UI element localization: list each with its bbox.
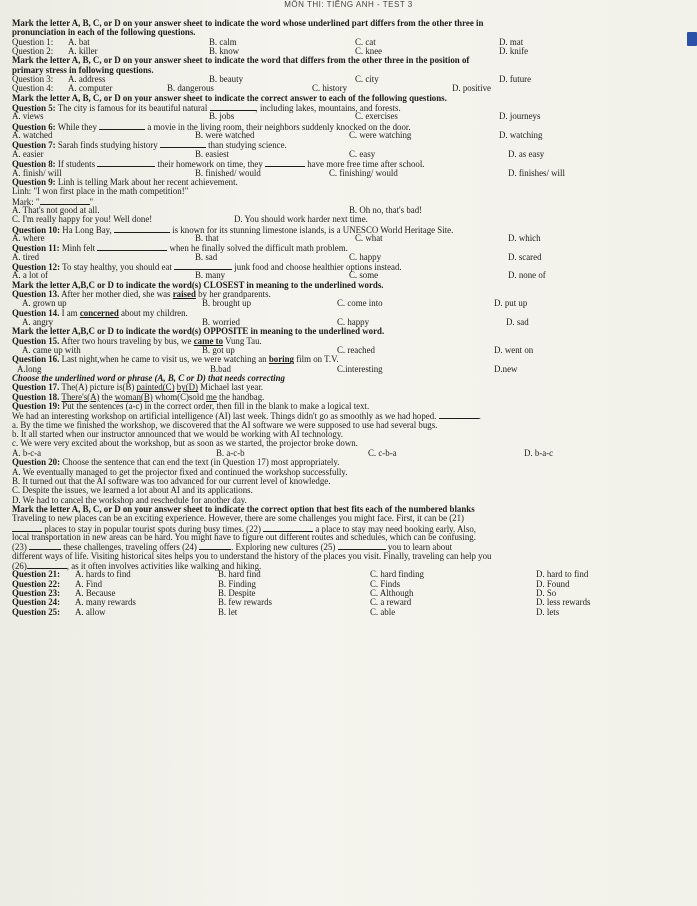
option-c: C. exercises [355,111,398,122]
passage-line: Traveling to new places can be an exciting experience. However, there are some challenges you might face. First, it can be (21) [12,513,465,524]
underlined-word: boring [268,354,294,365]
option-d: D. hard to find [536,569,589,580]
option-d: D. So [536,587,557,598]
answer-blank [265,159,305,167]
answer-blank [97,243,167,251]
option-d: D. future [499,74,532,85]
option-a: A. bat [68,36,90,47]
option-a: A. came up with [22,345,81,356]
option-b: B. It turned out that the AI software was too advanced for our current level of knowledge. [12,475,331,486]
passage-text: you to learn about [387,542,453,553]
sentence-b: b. It all started when our instructor announced that we would be working with AI technology. [12,429,343,440]
section-instruction: pronunciation in each of the following questions. [12,27,196,38]
passage-line: different ways of life. Visiting historical sites helps you to understand the history of the places you visit. Finally, traveling can help you [12,550,492,561]
underlined-word: woman(B) [114,391,153,402]
option-a: A. grown up [22,298,67,309]
answer-blank [160,140,206,148]
question-text: whom(C)sold [154,391,204,402]
option-d: D. knife [499,46,529,57]
option-c: C. history [312,83,348,94]
question-stem-end: junk food and choose healthier options instead. [234,261,402,272]
section-instruction: Mark the letter A, B, C, or D on your answer sheet to indicate the correct option that best fits each of the numbered blanks [12,503,475,514]
option-c: C. happy [349,251,382,262]
question-1 [12,38,680,47]
option-d: D. watching [499,130,543,141]
underlined-word: painted(C) [136,382,175,393]
question-label: Question 8: [12,159,56,170]
question-stem: While they [57,121,97,132]
underlined-word: There's(A) [61,391,100,402]
option-c: C. Finds [370,578,401,589]
option-b: B. let [218,606,238,617]
question-10 [12,225,680,234]
option-c: C. cat [355,36,376,47]
option-b: B. Finding [218,578,256,589]
option-a: A. a lot of [12,270,48,281]
option-c: C. city [355,74,379,85]
question-label: Question 11: [12,243,60,254]
question-text: the [101,391,113,402]
question-stem: Minh felt [61,243,96,254]
option-a: A. tired [12,251,40,262]
option-c: C. able [370,606,396,617]
option-c: C. were watching [349,130,412,141]
option-b: B. sad [195,251,218,262]
answer-blank [174,262,232,270]
option-c: C. finishing/ would [329,167,398,178]
question-label: Question 18. [12,391,60,402]
option-d: D. less rewards [536,597,591,608]
option-a: A. finish/ will [12,167,62,178]
option-c: C. come into [337,298,383,309]
section-instruction: Mark the letter A, B, C, or D on your answer sheet to indicate the word whose underlined part differs from the other three in [12,18,484,28]
option-b: B. easiest [195,148,230,159]
option-c: C. happy [337,317,370,327]
question-label: Question 25: [12,606,61,617]
question-7 [12,140,680,149]
option-a: A.long [17,363,42,374]
option-d: D. none of [508,270,546,281]
option-b: B. beauty [209,74,244,85]
underlined-word: concerned [79,307,119,318]
passage-text: Also, [456,523,476,534]
option-b: B. that [195,232,219,243]
question-label: Question 4: [12,83,54,94]
answer-blank [199,542,231,550]
section-instruction: Mark the letter A,B,C or D to indicate the word(s) CLOSEST in meaning to the underlined words. [12,279,384,290]
question-stem-end: than studying science. [208,140,287,151]
question-stem: Sarah finds studying history [57,140,158,151]
option-b: B. calm [209,36,237,47]
question-stem-end: a movie in the living room, their neighbors suddenly knocked on the door. [147,121,411,132]
question-21 [12,570,680,579]
passage-text: (26) [12,560,27,571]
sentence-c: c. We were very excited about the workshop, but as soon as we started, the projector broke down. [12,438,358,449]
section-instruction: Choose the underlined word or phrase (A, B, C or D) that needs correcting [12,373,285,384]
option-c: C. Despite the issues, we learned a lot about AI and its applications. [12,485,253,496]
option-b: B. dangerous [167,83,214,94]
option-d: D. put up [494,298,528,309]
option-b: B. finished/ would [195,167,261,178]
question-label: Question 16. [12,354,60,365]
question-text-end: Michael last year. [200,382,264,393]
option-b: B. Despite [218,587,256,598]
answer-blank [12,524,42,532]
option-d: D. sad [506,317,529,327]
option-a: A. angry [22,317,54,327]
worksheet-content [12,19,680,617]
answer-blank [263,524,313,532]
question-stem: After her mother died, she was [61,288,171,299]
option-a: A. We eventually managed to get the projector fixed and continued the workshop successfully. [12,466,348,477]
question-label: Question 22: [12,578,61,589]
question-label: Question 14. [12,307,60,318]
underlined-word: came to [193,335,224,346]
option-a: A. easier [12,148,44,159]
passage-text: . Exploring new cultures (25) [231,542,336,553]
question-label: Question 12: [12,261,61,272]
answer-blank [338,542,386,550]
option-c: C. knee [355,46,383,57]
question-stem-end: film on T.V. [296,354,339,365]
passage-text: (23) [12,542,27,553]
question-stem-end: , including lakes, mountains, and forests. [255,103,401,114]
question-label: Question 17. [12,382,60,393]
passage-text: places to stay in popular tourist spots during busy times. (22) [44,523,261,534]
question-label: Question 7: [12,140,56,151]
question-stem: Last night,when he came to visit us, we were watching an [61,354,267,365]
option-a: A. b-c-a [12,447,42,458]
answer-blank [29,542,61,550]
question-6 [12,122,680,131]
question-text: The(A) picture is(B) [61,382,135,393]
option-b: B. were watched [195,130,255,141]
option-a: A. views [12,111,44,122]
option-b: B. got up [202,345,235,356]
answer-blank [40,197,90,205]
question-label: Question 13. [12,288,60,299]
option-a: A. where [12,232,45,243]
option-a: A. hards to find [75,569,131,580]
question-stem: Choose the sentence that can end the text (in Question 17) most appropriately. [62,457,340,468]
option-b: B. Oh no, that's bad! [349,204,423,215]
option-a: A. That's not good at all. [12,204,100,215]
question-6-options [12,131,680,140]
option-a: A. watched [12,130,53,141]
question-11 [12,243,680,252]
passage-text: , as it often involves activities like walking and hiking. [66,560,262,571]
option-b: B. a-c-b [216,447,245,458]
option-d: D. journeys [499,111,541,122]
answer-blank [439,411,479,419]
option-a: A. killer [68,46,98,57]
question-stem: The city is famous for its beautiful natural [57,103,208,114]
question-11-options [12,253,680,262]
option-d: D. finishes/ will [508,167,565,178]
option-c: C. c-b-a [368,447,397,458]
sentence-a: a. By the time we finished the workshop, we discovered that the AI software we were supposed to use had several bugs. [12,419,438,430]
question-label: Question 20: [12,457,61,468]
question-label: Question 3: [12,74,54,85]
option-d: D. You should work harder next time. [234,214,368,225]
question-stem: Ha Long Bay, [62,224,112,235]
option-b: B. few rewards [218,597,272,608]
question-7-options [12,150,680,159]
answer-blank [27,561,67,569]
option-b: B. worried [202,317,240,327]
underlined-word: raised [172,288,196,299]
answer-blank [210,103,256,111]
question-label: Question 2: [12,46,54,57]
section-instruction: Mark the letter A,B,C or D to indicate the word(s) OPPOSITE in meaning to the underlined word. [12,326,385,337]
option-b: B. brought up [202,298,252,309]
option-b: B.bad [210,363,231,374]
blue-tab-marker [687,32,697,46]
section-instruction: Mark the letter A, B, C, or D on your answer sheet to indicate the word that differs from the other three in the position of [12,55,470,66]
question-stem-end: by her grandparents. [198,288,271,299]
option-c: C. some [349,270,379,281]
option-d: D. Found [536,578,570,589]
question-label: Question 19: [12,401,61,412]
option-d: D. as easy [508,148,545,159]
question-stem-mid: their homework on time, they [157,159,263,170]
question-stem: Put the sentences (a-c) in the correct order, then fill in the blank to make a logical text. [62,401,370,412]
option-b: B. many [195,270,226,281]
question-stem: I am [61,307,78,318]
underlined-word: me [205,391,217,402]
question-text-end: the handbag. [219,391,265,402]
answer-blank [99,122,145,130]
option-d: D. We had to cancel the workshop and reschedule for another day. [12,494,247,505]
paragraph-text: We had an interesting workshop on artificial intelligence (AI) last week. Things didn't go as smoothly as we had hoped. [12,411,437,422]
question-label: Question 6: [12,121,56,132]
passage-line: local transportation in new areas can be hard. You might have to figure out different routes and schedules, which can be confusing. [12,531,476,542]
section-instruction: Mark the letter A, B, C, or D on your answer sheet to indicate the correct answer to each of the following questions. [12,92,447,103]
question-5 [12,103,680,112]
question-9-options-cd [12,215,680,224]
option-c: C. what [355,232,383,243]
option-c: C. easy [349,148,376,159]
option-c: C. reached [337,345,375,356]
option-d: D. mat [499,36,524,47]
section-instruction: primary stress in following questions. [12,64,154,75]
underlined-word: by(D) [176,382,198,393]
option-c: C. a reward [370,597,412,608]
option-a: A. Because [75,587,116,598]
question-label: Question 10: [12,224,61,235]
passage-text: a place to stay may need booking early. [315,523,456,534]
dialogue-mark-start: Mark: " [12,196,40,207]
dialogue-linh: Linh: "I won first place in the math competition!" [12,186,189,197]
question-stem-end: have more free time after school. [307,159,425,170]
option-b: B. hard find [218,569,261,580]
question-stem-end: Vung Tau. [225,335,262,346]
option-d: D. lets [536,606,560,617]
question-19 [12,402,680,411]
question-label: Question 24: [12,597,61,608]
question-stem-end: is known for its stunning limestone islands, is a UNESCO World Heritage Site. [172,224,454,235]
passage-text: these challenges, traveling offers (24) [63,542,197,553]
option-a: A. computer [68,83,113,94]
question-label: Question 23: [12,587,61,598]
question-12 [12,262,680,271]
option-b: B. jobs [209,111,235,122]
dialogue-mark [12,197,680,206]
answer-blank [97,159,155,167]
question-10-options [12,234,680,243]
option-c: C.interesting [337,363,383,374]
question-24 [12,598,680,607]
question-stem: After two hours traveling by bus, we [61,335,192,346]
option-b: B. know [209,46,240,57]
option-c: C. hard finding [370,569,424,580]
option-d: D. scared [508,251,542,262]
question-label: Question 5: [12,103,56,114]
dialogue-mark-end: " [89,196,94,207]
option-d: D. which [508,232,541,243]
question-stem-end: about my children. [120,307,188,318]
option-a: A. Find [75,578,103,589]
option-a: A. address [68,74,106,85]
question-25 [12,608,680,617]
option-d: D. went on [494,345,534,356]
answer-blank [114,225,170,233]
question-stem: To stay healthy, you should eat [62,261,172,272]
option-d: D. b-a-c [524,447,554,458]
question-19-paragraph: We had an interesting workshop on artificial intelligence (AI) last week. Things didn't go as smoothly as we had hoped. . [12,411,481,422]
option-a: A. many rewards [75,597,136,608]
question-label: Question 1: [12,36,54,47]
question-label: Question 9: [12,176,56,187]
option-d: D.new [494,363,518,374]
option-c: C. I'm really happy for you! Well done! [12,214,153,225]
page-header: MÔN THI: TIẾNG ANH - TEST 3 [284,0,413,9]
question-stem-end: when he finally solved the difficult math problem. [169,243,348,254]
question-label: Question 21: [12,569,61,580]
option-d: D. positive [452,83,491,94]
option-c: C. Although [370,587,414,598]
question-stem: If students [57,159,96,170]
question-5-options [12,112,680,121]
option-a: A. allow [75,606,106,617]
question-label: Question 15. [12,335,60,346]
question-stem: Linh is telling Mark about her recent achievement. [57,176,238,187]
